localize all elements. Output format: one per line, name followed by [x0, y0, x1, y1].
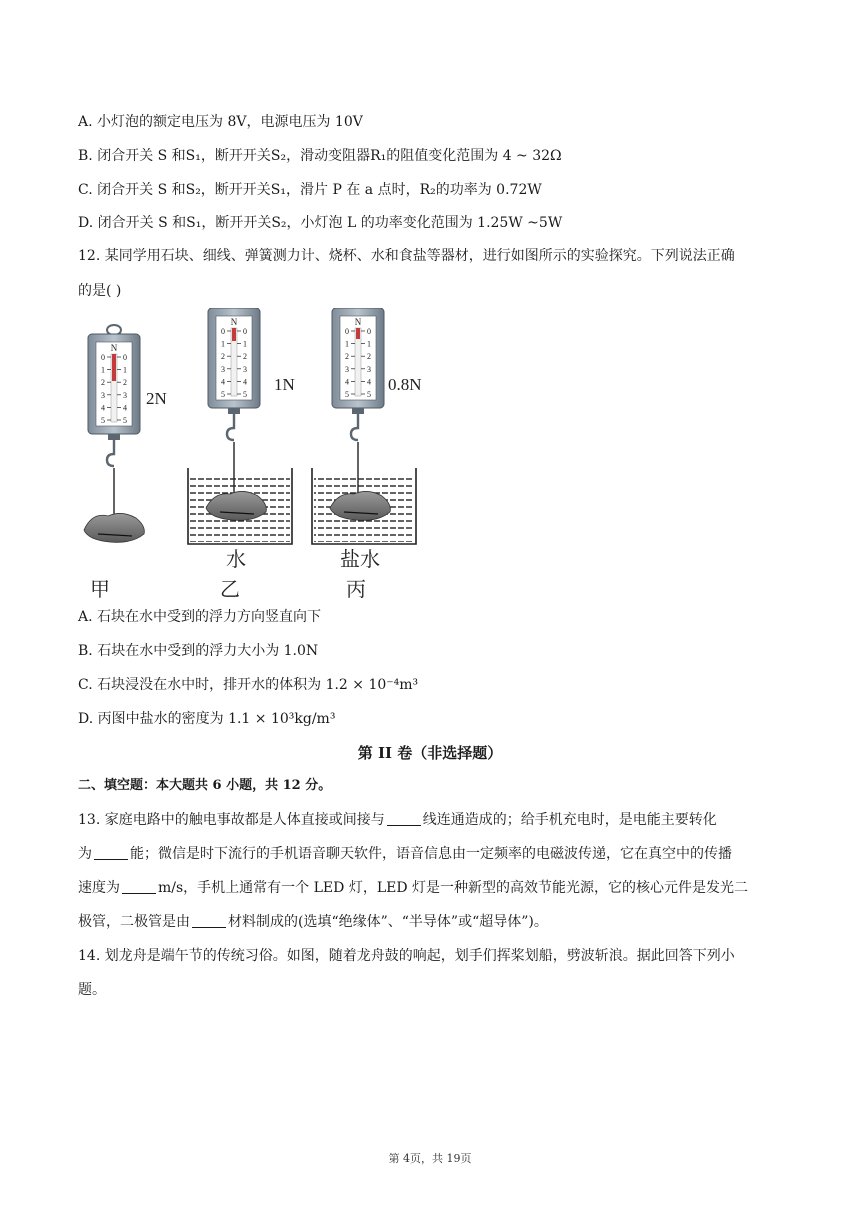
figure-label-bing: 丙 [346, 577, 366, 601]
figure-label-jia: 甲 [90, 577, 110, 601]
q12-option-d: D. 丙图中盐水的密度为 1.1 × 10³kg/m³ [78, 711, 336, 727]
tick-label-bing-left-2: 2 [345, 352, 349, 362]
q13-line2 [78, 844, 732, 864]
scale-unit-jia: N [110, 343, 118, 353]
tick-label-yi-right-3: 3 [243, 364, 247, 374]
rock-jia [84, 513, 144, 542]
q12-option-b: B. 石块在水中受到的浮力大小为 1.0N [78, 643, 319, 659]
tick-label-jia-right-0: 0 [123, 353, 127, 362]
tick-label-jia-right-1: 1 [123, 365, 127, 375]
tick-label-bing-right-3: 3 [367, 364, 371, 374]
q13-line1 [78, 810, 717, 830]
section-heading: 二、填空题：本大题共 6 小题，共 12 分。 [78, 778, 332, 793]
tick-label-jia-left-2: 2 [101, 378, 105, 388]
q13-text-3: 为 [78, 846, 92, 862]
liquid-label-water: 水 [226, 547, 246, 571]
section-title: 第 II 卷（非选择题） [357, 744, 503, 762]
q13-blank-1[interactable] [387, 811, 421, 826]
q11-option-d: D. 闭合开关 S 和S₁，断开开关S₂，小灯泡 L 的功率变化范围为 1.25W ~5W [78, 215, 563, 231]
q14-line2: 题。 [78, 982, 106, 998]
q13-blank-4[interactable] [192, 913, 226, 928]
tick-label-jia-left-0: 0 [101, 353, 105, 362]
tick-label-bing-left-5: 5 [345, 390, 349, 399]
q13-line3 [78, 878, 748, 898]
tick-label-yi-left-3: 3 [221, 364, 225, 374]
tick-label-yi-right-5: 5 [243, 390, 247, 399]
tick-label-jia-left-5: 5 [101, 416, 105, 425]
q13-line4 [78, 912, 548, 932]
reading-jia: 2N [146, 389, 167, 408]
reading-yi: 1N [274, 375, 295, 394]
tick-label-bing-right-1: 1 [367, 339, 371, 349]
tick-label-bing-left-3: 3 [345, 364, 349, 374]
q11-option-a: A. 小灯泡的额定电压为 8V，电源电压为 10V [78, 114, 363, 130]
tick-label-bing-left-1: 1 [345, 339, 349, 349]
q12-stem-line1: 12. 某同学用石块、细线、弹簧测力计、烧杯、水和食盐等器材，进行如图所示的实验探究。下列说法正确 [78, 248, 735, 264]
q13-text-1: 13. 家庭电路中的触电事故都是人体直接或间接与 [78, 812, 385, 828]
tick-label-jia-left-3: 3 [101, 390, 105, 400]
tick-label-yi-right-1: 1 [243, 339, 247, 349]
q12-stem-line2: 的是( ) [78, 283, 122, 299]
tick-label-yi-right-0: 0 [243, 327, 247, 336]
tick-label-bing-left-4: 4 [345, 377, 349, 387]
tick-label-bing-right-4: 4 [367, 377, 371, 387]
reading-bing: 0.8N [388, 375, 422, 394]
figure-label-yi: 乙 [220, 577, 240, 601]
q13-text-5: 速度为 [78, 880, 120, 896]
tick-label-bing-right-5: 5 [367, 390, 371, 399]
tick-label-jia-right-4: 4 [123, 403, 127, 413]
q13-text-6: m/s，手机上通常有一个 LED 灯，LED 灯是一种新型的高效节能光源，它的核心元件是发光二 [158, 880, 749, 896]
tick-label-jia-right-5: 5 [123, 416, 127, 425]
tick-label-yi-left-4: 4 [221, 377, 225, 387]
q14-line1: 14. 划龙舟是端午节的传统习俗。如图，随着龙舟鼓的响起，划手们挥桨划船，劈波斩浪。据此回答下列小 [78, 948, 735, 964]
q13-blank-2[interactable] [94, 845, 128, 860]
tick-label-bing-right-2: 2 [367, 352, 371, 362]
tick-label-yi-left-5: 5 [221, 390, 225, 399]
q13-blank-3[interactable] [122, 879, 156, 894]
spring-scale-yi [208, 308, 260, 440]
tick-label-bing-right-0: 0 [367, 327, 371, 336]
spring-scale-figure [78, 308, 458, 602]
spring-scale-jia [88, 325, 140, 466]
tick-label-bing-left-0: 0 [345, 327, 349, 336]
scale-unit-yi: N [230, 317, 238, 327]
spring-scale-diagram [78, 308, 458, 602]
q11-option-b: B. 闭合开关 S 和S₁，断开开关S₂，滑动变阻器R₁的阻值变化范围为 4 ~ 32Ω [78, 148, 562, 164]
tick-label-jia-left-1: 1 [101, 365, 105, 375]
liquid-label-saltwater: 盐水 [340, 547, 380, 571]
q11-option-c: C. 闭合开关 S 和S₂，断开开关S₁，滑片 P 在 a 点时，R₂的功率为 0.72W [78, 182, 542, 198]
tick-label-jia-left-4: 4 [101, 403, 105, 413]
q13-text-2: 线连通造成的；给手机充电时，是电能主要转化 [422, 812, 717, 828]
tick-label-yi-left-0: 0 [221, 327, 225, 336]
tick-label-jia-right-2: 2 [123, 378, 127, 388]
page-footer: 第 4页，共 19页 [388, 1152, 472, 1165]
spring-scale-bing [332, 308, 384, 440]
tick-label-yi-right-4: 4 [243, 377, 247, 387]
tick-label-yi-right-2: 2 [243, 352, 247, 362]
q13-text-4: 能；微信是时下流行的手机语音聊天软件，语音信息由一定频率的电磁波传递，它在真空中的传播 [130, 846, 732, 862]
tick-label-yi-left-1: 1 [221, 339, 225, 349]
scale-unit-bing: N [354, 317, 362, 327]
q12-option-c: C. 石块浸没在水中时，排开水的体积为 1.2 × 10⁻⁴m³ [78, 677, 419, 693]
q13-text-7: 极管，二极管是由 [78, 914, 190, 930]
tick-label-jia-right-3: 3 [123, 390, 127, 400]
q12-option-a: A. 石块在水中受到的浮力方向竖直向下 [78, 609, 322, 625]
tick-label-yi-left-2: 2 [221, 352, 225, 362]
q13-text-8: 材料制成的(选填“绝缘体”、“半导体”或“超导体”)。 [228, 914, 548, 930]
